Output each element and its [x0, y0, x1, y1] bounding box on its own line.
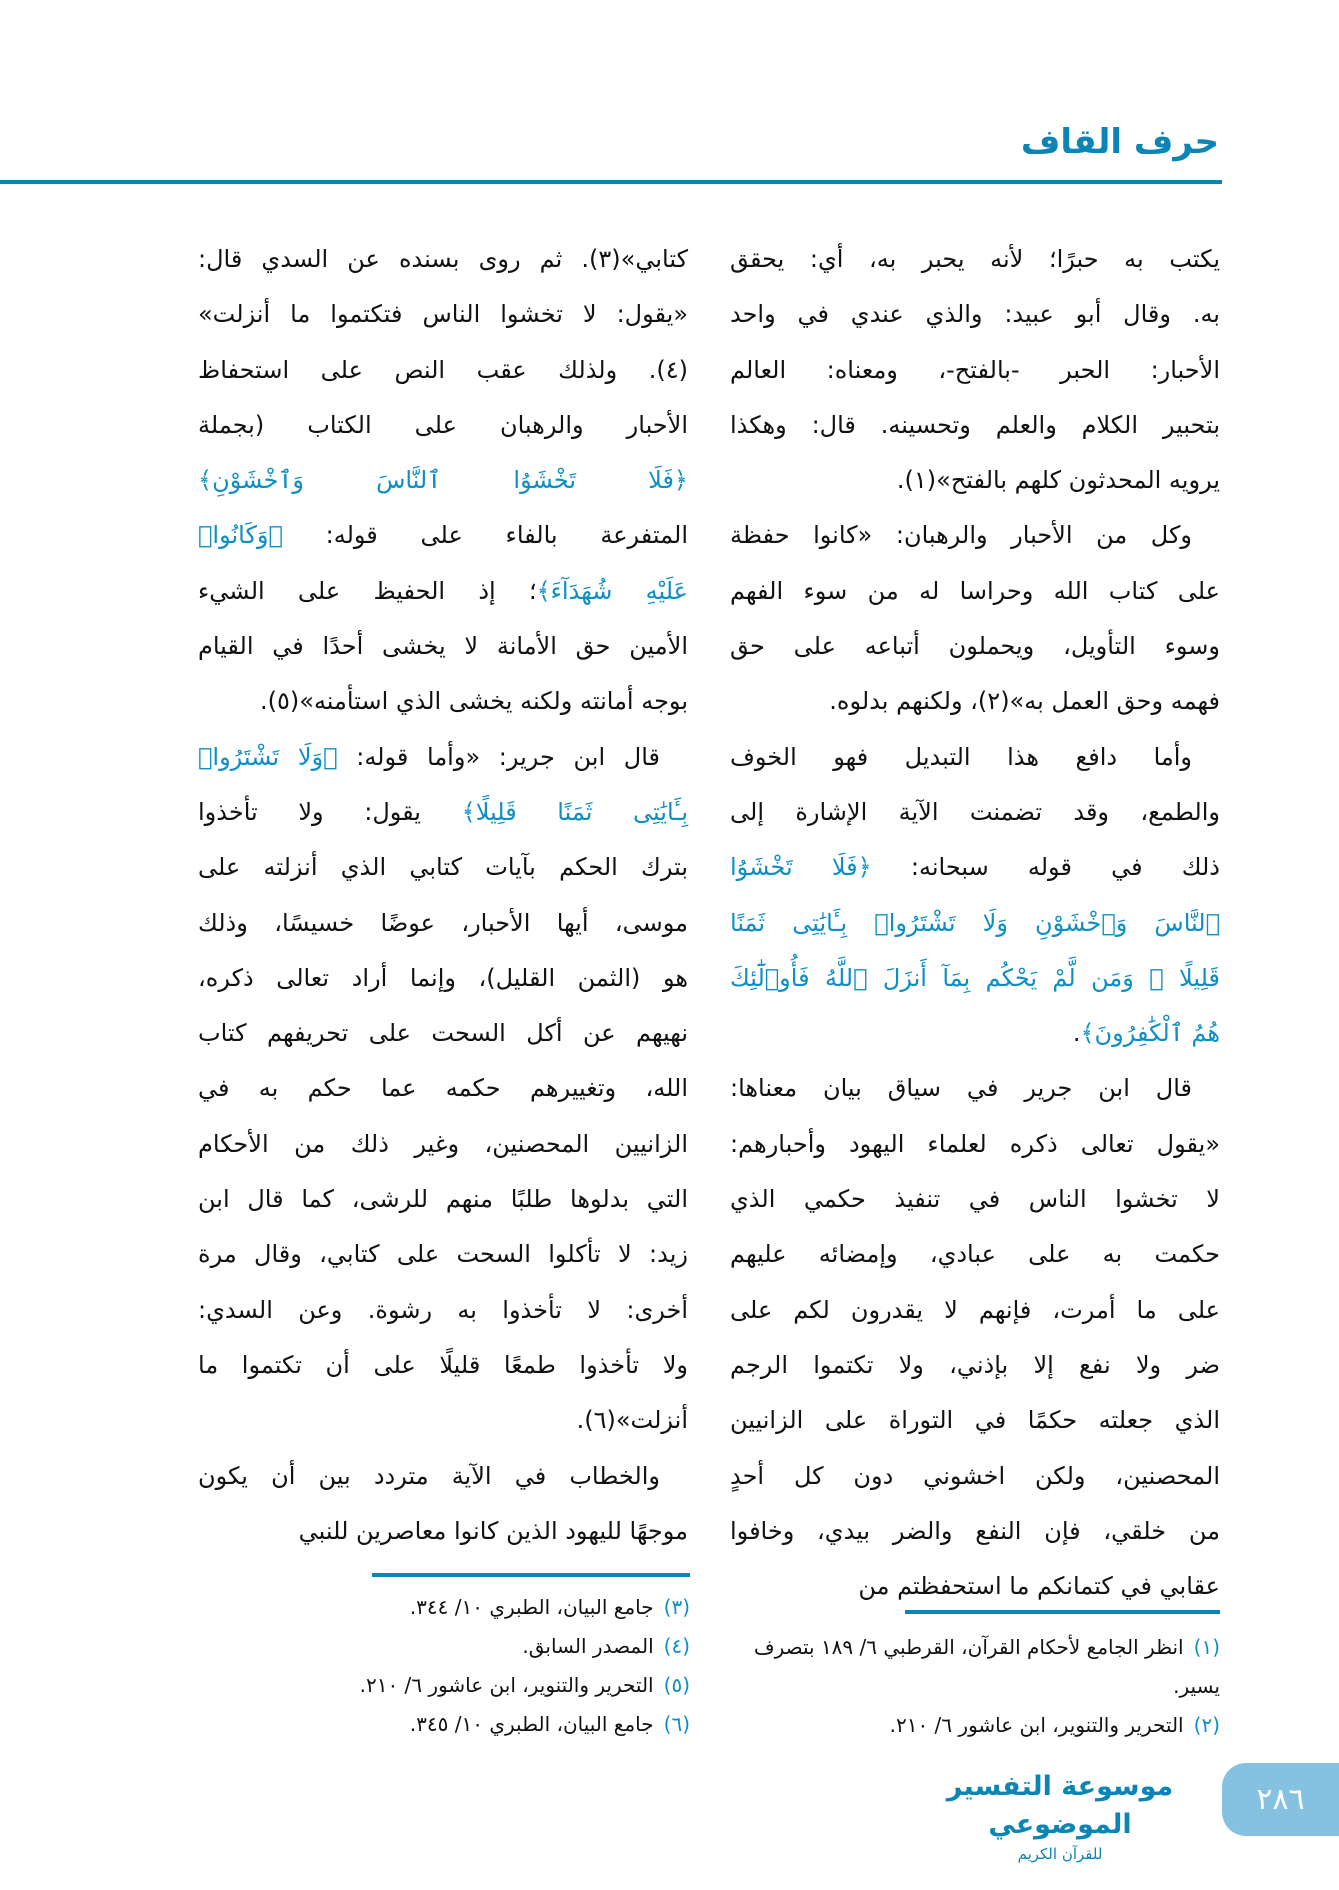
text-line [198, 1006, 688, 1061]
page-number-badge [1222, 1763, 1339, 1836]
body-text: (٤). ولذلك عقب النص على استحفاظ [198, 355, 688, 384]
quran-verse: ﴿فَلَا تَخْشَوُا [730, 853, 872, 882]
body-text: «يقول: لا تخشوا الناس فتكتموا ما أنزلت» [198, 300, 688, 329]
page-number: ٢٨٦ [1256, 1782, 1305, 1817]
text-line [730, 1449, 1220, 1504]
text-line [198, 896, 688, 951]
text-line [198, 951, 688, 1006]
footnote-number: (٦) [663, 1712, 690, 1736]
body-text: ذلك في قوله سبحانه: [871, 853, 1220, 882]
text-line [198, 1227, 688, 1282]
footnote-number: (٢) [1193, 1713, 1220, 1737]
body-text: لا تخشوا الناس في تنفيذ حكمي الذي [730, 1185, 1220, 1214]
body-text: الأحبار والرهبان على الكتاب (بجملة [198, 410, 688, 439]
text-line [730, 1393, 1220, 1448]
body-text: وكل من الأحبار والرهبان: «كانوا حفظة [730, 521, 1192, 550]
text-line [730, 674, 1220, 729]
body-text: يقول: ولا تأخذوا [198, 797, 462, 826]
text-line [198, 343, 688, 398]
footnotes-right [730, 1628, 1220, 1745]
body-text: زيد: لا تأكلوا السحت على كتابي، وقال مرة [198, 1240, 688, 1269]
text-line [730, 1172, 1220, 1227]
body-text: على ما أمرت، فإنهم لا يقدرون لكم على [730, 1295, 1220, 1324]
body-text: والخطاب في الآية متردد بين أن يكون [198, 1461, 660, 1490]
body-text: أنزلت»(٦). [576, 1406, 688, 1435]
body-text: وأما دافع هذا التبديل فهو الخوف [730, 742, 1192, 771]
text-line [198, 1338, 688, 1393]
footnote-text: انظر الجامع لأحكام القرآن، القرطبي ٦/ ١٨٩ بتصرف يسير. [753, 1635, 1220, 1698]
quran-verse: هُمُ ٱلْكَٰفِرُونَ﴾ [1080, 1019, 1220, 1048]
quran-verse: قَلِيلًا ۚ وَمَن لَّمْ يَحْكُم بِمَآ أَنزَلَ ٱللَّهُ فَأُو۟لَٰٓئِكَ [730, 963, 1220, 992]
footnote-number: (٥) [663, 1673, 690, 1697]
body-text: فهمه وحق العمل به»(٢)، ولكنهم بدلوه. [829, 687, 1220, 716]
body-text: عقابي في كتمانكم ما استحفظتم من [858, 1572, 1220, 1601]
footnotes-left [240, 1588, 690, 1744]
footnote [730, 1706, 1220, 1745]
body-text: موجهًا لليهود الذين كانوا معاصرين للنبي [298, 1516, 688, 1545]
text-line [198, 674, 688, 729]
text-line [730, 951, 1220, 1006]
body-text: الأمين حق الأمانة لا يخشى أحدًا في القيام [198, 632, 688, 661]
body-text: قال ابن جرير: «وأما قوله: [337, 742, 660, 771]
text-line [730, 1283, 1220, 1338]
body-text: ولا تأخذوا طمعًا قليلًا على أن تكتموا ما [198, 1350, 688, 1379]
text-line [198, 508, 688, 563]
text-line [730, 619, 1220, 674]
text-line [730, 1061, 1220, 1116]
body-text: «يقول تعالى ذكره لعلماء اليهود وأحبارهم: [730, 1129, 1220, 1158]
quran-verse: ﴿وَلَا تَشْتَرُوا۟ [198, 742, 338, 771]
left-text-column [198, 232, 688, 1559]
quran-verse: ﴿فَلَا تَخْشَوُا ٱلنَّاسَ وَٱخْشَوْنِ﴾ [198, 466, 688, 495]
text-line [730, 785, 1220, 840]
footnote-rule-right [905, 1610, 1220, 1614]
body-text: المحصنين، ولكن اخشوني دون كل أحدٍ [730, 1461, 1220, 1490]
footnote-text: جامع البيان، الطبري ١٠/ ٣٤٤. [409, 1595, 654, 1619]
text-line [730, 232, 1220, 287]
text-line [198, 1449, 688, 1504]
body-text: أخرى: لا تأخذوا به رشوة. وعن السدي: [198, 1295, 688, 1324]
text-line [198, 287, 688, 342]
text-line [730, 508, 1220, 563]
body-text: الأحبار: الحبر -بالفتح-، ومعناه: العالم [730, 355, 1220, 384]
footnote-text: التحرير والتنوير، ابن عاشور ٦/ ٢١٠. [889, 1713, 1184, 1737]
footnote [240, 1666, 690, 1705]
text-line [730, 564, 1220, 619]
text-line [198, 1283, 688, 1338]
text-line [198, 1117, 688, 1172]
body-text: قال ابن جرير في سياق بيان معناها: [730, 1074, 1192, 1103]
body-text: حكمت به على عبادي، وإمضائه عليهم [730, 1240, 1220, 1269]
text-line [730, 1006, 1220, 1061]
text-line [198, 1393, 688, 1448]
chapter-title: حرف القاف [1020, 122, 1219, 162]
body-text: يكتب به حبرًا؛ لأنه يحبر به، أي: يحقق [730, 245, 1220, 273]
right-text-column [730, 232, 1220, 1614]
footnote [240, 1588, 690, 1627]
text-line [198, 1172, 688, 1227]
text-line [198, 398, 688, 453]
text-line [730, 1504, 1220, 1559]
footnote-text: المصدر السابق. [522, 1634, 654, 1658]
text-line [730, 896, 1220, 951]
text-line [730, 343, 1220, 398]
header-rule [0, 180, 1222, 184]
encyclopedia-logo [935, 1768, 1185, 1864]
body-text: على كتاب الله وحراسا له من سوء الفهم [730, 576, 1220, 605]
quran-verse: ﴿وَكَانُوا۟ [198, 521, 283, 550]
footnote [730, 1628, 1220, 1706]
body-text: ضر ولا نفع إلا بإذني، ولا تكتموا الرجم [730, 1350, 1220, 1379]
text-line [730, 730, 1220, 785]
text-line [198, 564, 688, 619]
footnote [240, 1627, 690, 1666]
text-line [730, 1117, 1220, 1172]
footnote-number: (٤) [663, 1634, 690, 1658]
text-line [198, 619, 688, 674]
body-text: . [1072, 1019, 1081, 1048]
text-line [198, 785, 688, 840]
body-text: التي بدلوها طلبًا منهم للرشى، كما قال ابن [198, 1185, 688, 1214]
quran-verse: ٱلنَّاسَ وَٱخْشَوْنِ وَلَا تَشْتَرُوا۟ بِـَٔايَٰتِى ثَمَنًا [730, 908, 1220, 937]
text-line [730, 1338, 1220, 1393]
body-text: كتابي»(٣). ثم روى بسنده عن السدي قال: [198, 245, 688, 273]
body-text: المتفرعة بالفاء على قوله: [282, 521, 688, 550]
body-text: والطمع، وقد تضمنت الآية الإشارة إلى [730, 797, 1220, 826]
quran-verse: بِـَٔايَٰتِى ثَمَنًا قَلِيلًا﴾ [461, 797, 689, 826]
body-text: هو (الثمن القليل)، وإنما أراد تعالى ذكره، [198, 963, 688, 992]
text-line [730, 398, 1220, 453]
footnote-number: (٣) [663, 1595, 690, 1619]
body-text: يرويه المحدثون كلهم بالفتح»(١). [896, 466, 1220, 495]
footnote-number: (١) [1193, 1635, 1220, 1659]
body-text: الذي جعلته حكمًا في التوراة على الزانيين [730, 1406, 1220, 1435]
text-line [730, 453, 1220, 508]
logo-subtitle: للقرآن الكريم [1017, 1845, 1103, 1863]
logo-title: موسوعة التفسير الموضوعي [946, 1771, 1174, 1840]
body-text: ؛ إذ الحفيظ على الشيء [198, 576, 537, 605]
text-line [198, 453, 688, 508]
text-line [730, 840, 1220, 895]
footnote [240, 1705, 690, 1744]
body-text: من خلقي، فإن النفع والضر بيدي، وخافوا [730, 1516, 1220, 1545]
footnote-rule-left [372, 1573, 690, 1577]
footnote-text: جامع البيان، الطبري ١٠/ ٣٤٥. [409, 1712, 654, 1736]
text-line [198, 840, 688, 895]
text-line [730, 1559, 1220, 1614]
body-text: بوجه أمانته ولكنه يخشى الذي استأمنه»(٥). [260, 687, 688, 716]
text-line [198, 1061, 688, 1116]
body-text: موسى، أيها الأحبار، عوضًا خسيسًا، وذلك [198, 908, 688, 937]
body-text: بترك الحكم بآيات كتابي الذي أنزلته على [198, 853, 688, 882]
body-text: الزانيين المحصنين، وغير ذلك من الأحكام [198, 1129, 688, 1158]
text-line [198, 1504, 688, 1559]
body-text: به. وقال أبو عبيد: والذي عندي في واحد [730, 300, 1220, 329]
quran-verse: عَلَيْهِ شُهَدَآءَ﴾ [536, 576, 688, 605]
body-text: نهيهم عن أكل السحت على تحريفهم كتاب [198, 1019, 688, 1048]
text-line [730, 287, 1220, 342]
text-line [198, 730, 688, 785]
body-text: وسوء التأويل، ويحملون أتباعه على حق [730, 632, 1220, 661]
text-line [198, 232, 688, 287]
body-text: الله، وتغييرهم حكمه عما حكم به في [198, 1074, 688, 1103]
text-line [730, 1227, 1220, 1282]
body-text: بتحبير الكلام والعلم وتحسينه. قال: وهكذا [730, 410, 1220, 439]
footnote-text: التحرير والتنوير، ابن عاشور ٦/ ٢١٠. [359, 1673, 654, 1697]
